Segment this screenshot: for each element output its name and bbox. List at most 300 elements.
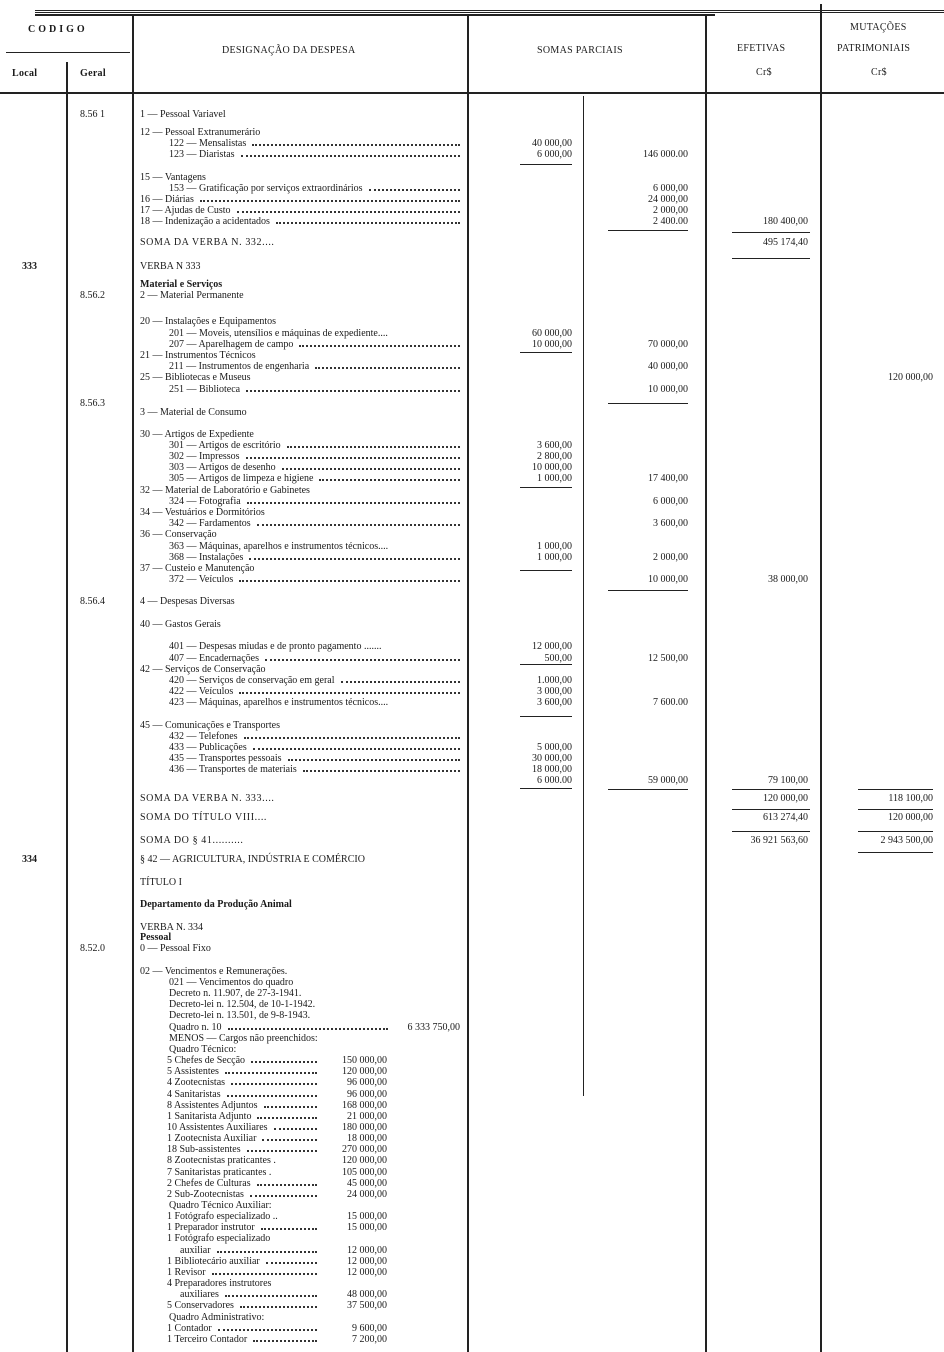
expense-description bbox=[140, 290, 462, 301]
table-row bbox=[0, 361, 944, 372]
sum-rule bbox=[608, 230, 688, 231]
partial-sum-2: 2 400.00 bbox=[653, 216, 688, 227]
sum-rule bbox=[732, 809, 810, 810]
expense-description bbox=[167, 1178, 319, 1189]
dot-leader bbox=[225, 1066, 317, 1074]
expense-description bbox=[169, 138, 462, 149]
expense-description bbox=[167, 1167, 319, 1178]
description-text: TÍTULO I bbox=[140, 877, 182, 888]
dot-leader bbox=[257, 1178, 317, 1186]
description-text: 17 — Ajudas de Custo bbox=[140, 205, 231, 216]
table-row bbox=[0, 429, 944, 440]
description-text: VERBA N 333 bbox=[140, 261, 201, 272]
partial-sum-1: 3 600,00 bbox=[537, 697, 572, 708]
cargo-amount: 24 000,00 bbox=[347, 1188, 387, 1200]
expense-description bbox=[169, 183, 462, 194]
description-text: 8 Zootecnistas praticantes . bbox=[167, 1155, 276, 1167]
table-row bbox=[0, 1334, 944, 1345]
dot-leader bbox=[287, 440, 460, 448]
cargo-amount: 18 000,00 bbox=[347, 1133, 387, 1145]
description-text: 1 Zootecnista Auxiliar bbox=[167, 1133, 257, 1145]
table-row bbox=[0, 529, 944, 540]
description-text: Quadro n. 10 bbox=[169, 1021, 222, 1033]
cargo-amount: 105 000,00 bbox=[342, 1166, 387, 1178]
table-row bbox=[0, 183, 944, 194]
sum-rule bbox=[732, 831, 810, 832]
dot-leader bbox=[251, 1055, 317, 1063]
table-row bbox=[0, 518, 944, 529]
expense-description bbox=[140, 316, 462, 327]
partial-sum-2: 59 000,00 bbox=[648, 775, 688, 786]
partial-sum-2: 10 000,00 bbox=[648, 384, 688, 395]
table-row bbox=[0, 764, 944, 775]
description-text: 423 — Máquinas, aparelhos e instrumentos técnicos.... bbox=[169, 697, 389, 708]
expense-description bbox=[169, 742, 462, 753]
table-row bbox=[0, 496, 944, 507]
efetivas-value: 38 000,00 bbox=[768, 574, 808, 585]
expense-description bbox=[169, 753, 462, 764]
table-row bbox=[0, 835, 944, 846]
dot-leader bbox=[244, 731, 460, 739]
expense-description bbox=[169, 361, 462, 372]
partial-sum-1: 1 000,00 bbox=[537, 473, 572, 484]
dot-leader bbox=[240, 1300, 317, 1308]
expense-description bbox=[169, 999, 462, 1010]
partial-sum-1: 2 800,00 bbox=[537, 451, 572, 462]
expense-description bbox=[167, 1222, 319, 1233]
description-text: 02 — Vencimentos e Remunerações. bbox=[140, 966, 288, 977]
table-row bbox=[0, 812, 944, 823]
cargo-amount: 12 000,00 bbox=[347, 1244, 387, 1256]
table-row bbox=[0, 1189, 944, 1200]
expense-description bbox=[169, 1022, 390, 1033]
description-text: 20 — Instalações e Equipamentos bbox=[140, 316, 277, 327]
description-text: 2 Chefes de Culturas bbox=[167, 1177, 251, 1189]
partial-sum-1: 30 000,00 bbox=[532, 753, 572, 764]
dot-leader bbox=[262, 1133, 317, 1141]
dot-leader bbox=[303, 764, 460, 772]
partial-sum-1: 5 000,00 bbox=[537, 742, 572, 753]
table-row bbox=[0, 1278, 944, 1289]
mutacoes-value: 120 000,00 bbox=[888, 372, 933, 383]
table-row bbox=[0, 596, 944, 607]
expense-description bbox=[140, 943, 462, 954]
partial-sum-1: 12 000,00 bbox=[532, 641, 572, 652]
efetivas-header: EFETIVAS bbox=[737, 43, 786, 54]
description-text: 021 — Vencimentos do quadro bbox=[169, 977, 294, 988]
sum-rule bbox=[858, 789, 933, 790]
partial-sum-2: 24 000,00 bbox=[648, 194, 688, 205]
expense-description bbox=[167, 1055, 319, 1066]
efetivas-value: 79 100,00 bbox=[768, 775, 808, 786]
expense-description bbox=[140, 899, 462, 910]
sum-rule bbox=[520, 164, 572, 165]
expense-description bbox=[169, 675, 462, 686]
table-row bbox=[0, 877, 944, 888]
description-text: 4 Sanitaristas bbox=[167, 1088, 221, 1100]
description-text: 21 — Instrumentos Técnicos bbox=[140, 350, 256, 361]
expense-description bbox=[140, 812, 462, 823]
mutacoes-currency: Cr$ bbox=[871, 67, 887, 78]
description-text: 1 Bibliotecário auxiliar bbox=[167, 1255, 260, 1267]
description-text: 4 Preparadores instrutores bbox=[167, 1278, 272, 1290]
expense-description bbox=[169, 552, 462, 563]
expense-description bbox=[140, 596, 462, 607]
partial-sum-1: 6 000.00 bbox=[537, 775, 572, 786]
expense-description bbox=[169, 473, 462, 484]
efetivas-value: 120 000,00 bbox=[763, 793, 808, 804]
description-text: 342 — Fardamentos bbox=[169, 518, 251, 529]
description-text: 1 Preparador instrutor bbox=[167, 1222, 255, 1234]
efetivas-value: 495 174,40 bbox=[763, 237, 808, 248]
expense-description bbox=[140, 172, 462, 183]
cargo-amount: 180 000,00 bbox=[342, 1121, 387, 1133]
dot-leader bbox=[288, 753, 460, 761]
table-row bbox=[0, 451, 944, 462]
dot-leader bbox=[239, 574, 460, 582]
expense-description bbox=[140, 619, 462, 630]
partial-sum-1: 3 600,00 bbox=[537, 440, 572, 451]
description-text: 25 — Bibliotecas e Museus bbox=[140, 372, 251, 383]
expense-description bbox=[140, 664, 462, 675]
dot-leader bbox=[252, 138, 460, 146]
dot-leader bbox=[228, 1022, 389, 1030]
partial-sum-2: 40 000,00 bbox=[648, 361, 688, 372]
table-row bbox=[0, 1256, 944, 1267]
expense-description bbox=[169, 1200, 462, 1211]
cargo-amount: 120 000,00 bbox=[342, 1155, 387, 1167]
partial-sum-1: 3 000,00 bbox=[537, 686, 572, 697]
expense-description bbox=[140, 350, 462, 361]
dot-leader bbox=[261, 1222, 317, 1230]
dot-leader bbox=[253, 742, 460, 750]
table-row bbox=[0, 1222, 944, 1233]
table-row bbox=[0, 899, 944, 910]
description-text: 1 Contador bbox=[167, 1322, 212, 1334]
table-row bbox=[0, 1122, 944, 1133]
expense-description bbox=[140, 529, 462, 540]
table-row bbox=[0, 350, 944, 361]
table-row bbox=[0, 686, 944, 697]
description-text: SOMA DO TÍTULO VIII.... bbox=[140, 812, 268, 823]
partial-sum-2: 17 400,00 bbox=[648, 473, 688, 484]
geral-code: 8.52.0 bbox=[80, 943, 105, 954]
partial-sum-1: 18 000,00 bbox=[532, 764, 572, 775]
table-row bbox=[0, 854, 944, 865]
dot-leader bbox=[247, 1144, 317, 1152]
table-row bbox=[0, 675, 944, 686]
description-text: 201 — Moveis, utensílios e máquinas de expediente.... bbox=[169, 328, 388, 339]
table-row bbox=[0, 1144, 944, 1155]
description-text: 1 Fotógrafo especializado bbox=[167, 1233, 271, 1245]
description-text: 122 — Mensalistas bbox=[169, 138, 247, 149]
table-row bbox=[0, 316, 944, 327]
table-row bbox=[0, 1044, 944, 1055]
table-row bbox=[0, 1200, 944, 1211]
table-row bbox=[0, 731, 944, 742]
description-text: 422 — Veículos bbox=[169, 686, 234, 697]
dot-leader bbox=[282, 462, 460, 470]
expense-description bbox=[140, 216, 462, 227]
cargo-amount: 21 000,00 bbox=[347, 1110, 387, 1122]
table-row bbox=[0, 372, 944, 383]
cargo-amount: 120 000,00 bbox=[342, 1066, 387, 1078]
dot-leader bbox=[217, 1245, 317, 1253]
table-row bbox=[0, 194, 944, 205]
expense-description bbox=[140, 932, 462, 943]
dot-leader bbox=[315, 361, 460, 369]
description-text: 153 — Gratificação por serviços extraordinários bbox=[169, 183, 363, 194]
partial-sum-2: 6 000,00 bbox=[653, 496, 688, 507]
geral-code: 8.56.2 bbox=[80, 290, 105, 301]
description-text: 30 — Artigos de Expediente bbox=[140, 429, 254, 440]
expense-description bbox=[180, 1245, 319, 1256]
description-text: SOMA DA VERBA N. 332.... bbox=[140, 237, 275, 248]
sum-rule bbox=[608, 403, 688, 404]
partial-sum-1: 1 000,00 bbox=[537, 541, 572, 552]
expense-description bbox=[169, 1044, 462, 1055]
dot-leader bbox=[257, 518, 460, 526]
description-text: 36 — Conservação bbox=[140, 529, 217, 540]
sum-rule bbox=[608, 789, 688, 790]
sum-rule bbox=[858, 852, 933, 853]
sum-rule bbox=[520, 487, 572, 488]
mutacoes-value: 2 943 500,00 bbox=[880, 835, 933, 846]
sum-rule bbox=[520, 788, 572, 789]
expense-description bbox=[169, 518, 462, 529]
local-header: Local bbox=[12, 68, 38, 79]
description-text: auxiliares bbox=[180, 1289, 219, 1301]
cargo-amount: 168 000,00 bbox=[342, 1099, 387, 1111]
table-row bbox=[0, 697, 944, 708]
expense-description bbox=[167, 1300, 319, 1311]
dot-leader bbox=[246, 384, 460, 392]
expense-description bbox=[140, 205, 462, 216]
expense-description bbox=[167, 1077, 319, 1088]
table-row bbox=[0, 384, 944, 395]
geral-code: 8.56.3 bbox=[80, 398, 105, 409]
partial-sum-2: 12 500,00 bbox=[648, 653, 688, 664]
table-row bbox=[0, 1022, 944, 1033]
description-text: 5 Chefes de Secção bbox=[167, 1055, 246, 1067]
description-text: 7 Sanitaristas praticantes . bbox=[167, 1166, 272, 1178]
description-text: 420 — Serviços de conservação em geral bbox=[169, 675, 335, 686]
sum-rule bbox=[520, 570, 572, 571]
dot-leader bbox=[231, 1077, 317, 1085]
description-text: 32 — Material de Laboratório e Gabinetes bbox=[140, 485, 310, 496]
table-row bbox=[0, 149, 944, 160]
description-text: 10 Assistentes Auxiliares bbox=[167, 1121, 268, 1133]
dot-leader bbox=[369, 183, 460, 191]
description-text: Decreto n. 11.907, de 27-3-1941. bbox=[169, 988, 302, 1000]
table-row bbox=[0, 1089, 944, 1100]
description-text: 123 — Diaristas bbox=[169, 149, 235, 160]
expense-description bbox=[140, 127, 462, 138]
expense-description bbox=[167, 1278, 319, 1289]
table-row bbox=[0, 440, 944, 451]
expense-description bbox=[169, 541, 462, 552]
expense-description bbox=[169, 641, 462, 652]
table-row bbox=[0, 1055, 944, 1066]
cargo-amount: 48 000,00 bbox=[347, 1289, 387, 1301]
table-row bbox=[0, 473, 944, 484]
sum-rule bbox=[520, 352, 572, 353]
mutacoes-value: 118 100,00 bbox=[888, 793, 933, 804]
table-row bbox=[0, 279, 944, 290]
description-text: 5 Assistentes bbox=[167, 1066, 219, 1078]
description-text: 435 — Transportes pessoais bbox=[169, 753, 282, 764]
patrimoniais-header: PATRIMONIAIS bbox=[837, 43, 911, 54]
partial-sum-1: 10 000,00 bbox=[532, 339, 572, 350]
description-text: 12 — Pessoal Extranumerário bbox=[140, 127, 261, 138]
expense-description bbox=[169, 462, 462, 473]
table-row bbox=[0, 742, 944, 753]
efetivas-value: 36 921 563,60 bbox=[750, 835, 808, 846]
table-row bbox=[0, 664, 944, 675]
table-row bbox=[0, 507, 944, 518]
description-text: 1 Revisor bbox=[167, 1266, 206, 1278]
description-text: 16 — Diárias bbox=[140, 194, 194, 205]
description-text: Material e Serviços bbox=[140, 279, 223, 290]
partial-sum-1: 1.000,00 bbox=[537, 675, 572, 686]
dot-leader bbox=[241, 149, 460, 157]
table-row bbox=[0, 775, 944, 786]
dot-leader bbox=[257, 1111, 317, 1119]
expense-description bbox=[169, 440, 462, 451]
table-row bbox=[0, 966, 944, 977]
expense-description bbox=[167, 1323, 319, 1334]
expense-description bbox=[140, 835, 462, 846]
sum-rule bbox=[858, 831, 933, 832]
expense-description bbox=[169, 731, 462, 742]
dot-leader bbox=[237, 205, 460, 213]
partial-sum-1: 60 000,00 bbox=[532, 328, 572, 339]
description-text: 34 — Vestuários e Dormitórios bbox=[140, 507, 265, 518]
expense-description bbox=[169, 328, 462, 339]
dot-leader bbox=[276, 216, 460, 224]
description-text: 401 — Despesas miudas e de pronto pagamento ....... bbox=[169, 641, 382, 652]
description-text: Departamento da Produção Animal bbox=[140, 899, 292, 910]
expense-description bbox=[169, 1033, 462, 1044]
partial-sum-1: 1 000,00 bbox=[537, 552, 572, 563]
description-text: 8 Assistentes Adjuntos bbox=[167, 1099, 258, 1111]
description-text: 301 — Artigos de escritório bbox=[169, 440, 281, 451]
dot-leader bbox=[218, 1323, 317, 1331]
dot-leader bbox=[341, 675, 461, 683]
description-text: 1 — Pessoal Variavel bbox=[140, 109, 226, 120]
expense-description bbox=[167, 1189, 319, 1200]
description-text: MENOS — Cargos não preenchidos: bbox=[169, 1032, 318, 1044]
table-row bbox=[0, 1245, 944, 1256]
sum-rule bbox=[520, 664, 572, 665]
description-text: Quadro Técnico: bbox=[169, 1043, 237, 1055]
table-row bbox=[0, 462, 944, 473]
expense-description bbox=[169, 764, 462, 775]
efetivas-currency: Cr$ bbox=[756, 67, 772, 78]
table-row bbox=[0, 1077, 944, 1088]
expense-description bbox=[140, 966, 462, 977]
designacao-header: DESIGNAÇÃO DA DESPESA bbox=[222, 45, 356, 56]
expense-description bbox=[140, 429, 462, 440]
cargo-amount: 12 000,00 bbox=[347, 1255, 387, 1267]
description-text: 1 Sanitarista Adjunto bbox=[167, 1110, 252, 1122]
table-row bbox=[0, 977, 944, 988]
expense-description bbox=[167, 1066, 319, 1077]
description-text: 211 — Instrumentos de engenharia bbox=[169, 361, 310, 372]
description-text: 42 — Serviços de Conservação bbox=[140, 664, 266, 675]
table-row bbox=[0, 1323, 944, 1334]
description-text: 433 — Publicações bbox=[169, 742, 247, 753]
cargo-amount: 15 000,00 bbox=[347, 1222, 387, 1234]
expense-description bbox=[140, 237, 462, 248]
expense-description bbox=[140, 877, 462, 888]
cargo-amount: 37 500,00 bbox=[347, 1300, 387, 1312]
table-row bbox=[0, 328, 944, 339]
dot-leader bbox=[264, 1100, 317, 1108]
expense-description bbox=[169, 451, 462, 462]
table-row bbox=[0, 205, 944, 216]
expense-description bbox=[169, 574, 462, 585]
expense-description bbox=[169, 686, 462, 697]
dot-leader bbox=[250, 1189, 317, 1197]
expense-description bbox=[169, 149, 462, 160]
codigo-header: CODIGO bbox=[28, 24, 88, 35]
description-text: 5 Conservadores bbox=[167, 1300, 234, 1312]
table-row bbox=[0, 1167, 944, 1178]
geral-code: 8.56 1 bbox=[80, 109, 105, 120]
table-row bbox=[0, 339, 944, 350]
expense-description bbox=[140, 854, 462, 865]
description-text: 303 — Artigos de desenho bbox=[169, 462, 276, 473]
description-text: 0 — Pessoal Fixo bbox=[140, 943, 211, 954]
cargo-amount: 45 000,00 bbox=[347, 1177, 387, 1189]
table-row bbox=[0, 1010, 944, 1021]
description-text: 407 — Encadernações bbox=[169, 653, 259, 664]
expense-description bbox=[180, 1289, 319, 1300]
description-text: 2 Sub-Zootecnistas bbox=[167, 1188, 244, 1200]
expense-description bbox=[167, 1256, 319, 1267]
dot-leader bbox=[319, 473, 460, 481]
description-text: 436 — Transportes de materiais bbox=[169, 764, 297, 775]
expense-description bbox=[140, 793, 462, 804]
expense-description bbox=[169, 1312, 462, 1323]
sum-rule bbox=[520, 716, 572, 717]
table-row bbox=[0, 988, 944, 999]
table-row bbox=[0, 619, 944, 630]
expense-description bbox=[169, 1010, 462, 1021]
description-text: 368 — Instalações bbox=[169, 552, 244, 563]
expense-description bbox=[169, 697, 462, 708]
expense-description bbox=[167, 1211, 319, 1222]
sum-rule bbox=[732, 789, 810, 790]
cargo-amount: 150 000,00 bbox=[342, 1055, 387, 1067]
table-row bbox=[0, 932, 944, 943]
description-text: 4 Zootecnistas bbox=[167, 1077, 226, 1089]
description-text: § 42 — AGRICULTURA, INDÚSTRIA E COMÉRCIO bbox=[140, 854, 365, 865]
table-row bbox=[0, 999, 944, 1010]
table-row bbox=[0, 943, 944, 954]
expense-description bbox=[169, 988, 462, 999]
expense-description bbox=[167, 1100, 319, 1111]
table-row bbox=[0, 407, 944, 418]
description-text: 40 — Gastos Gerais bbox=[140, 619, 221, 630]
description-text: SOMA DA VERBA N. 333.... bbox=[140, 793, 275, 804]
expense-description bbox=[167, 1155, 319, 1166]
description-text: Decreto-lei n. 12.504, de 10-1-1942. bbox=[169, 999, 316, 1011]
expense-description bbox=[140, 194, 462, 205]
table-row bbox=[0, 237, 944, 248]
dot-leader bbox=[200, 194, 460, 202]
